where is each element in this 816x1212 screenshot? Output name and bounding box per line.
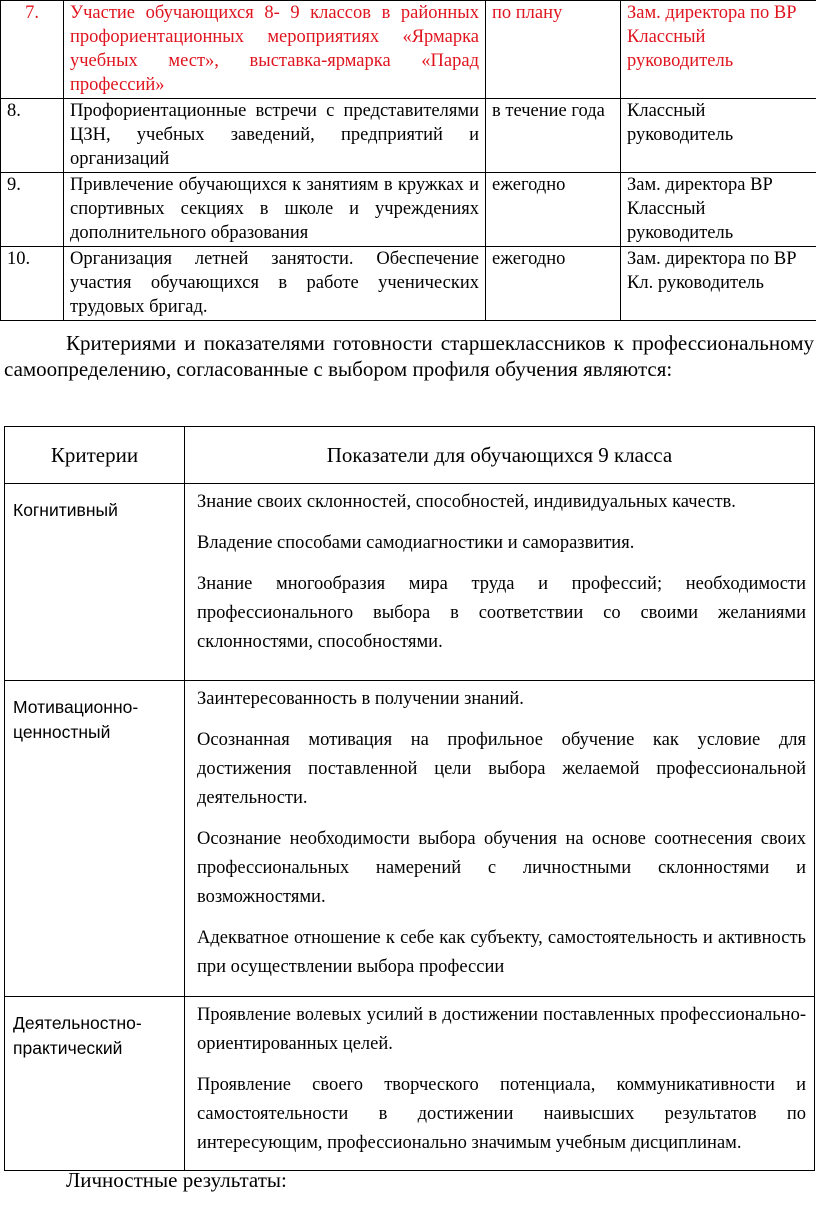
indicators-column-header: Показатели для обучающихся 9 класса — [185, 427, 815, 484]
criteria-column-header: Критерии — [5, 427, 185, 484]
plan-row-responsible: Зам. директора по ВР Кл. руководитель — [621, 247, 816, 321]
plan-row-term: ежегодно — [486, 247, 621, 321]
plan-row-responsible: Классный руководитель — [621, 99, 816, 173]
plan-row-activity: Профориентационные встречи с представителями ЦЗН, учебных заведений, предприятий и организаций — [64, 99, 486, 173]
criterion-name: Когнитивный — [5, 484, 185, 681]
plan-row-9 — [1, 173, 816, 247]
criterion-indicators — [185, 484, 815, 681]
criteria-row-practical — [5, 997, 815, 1171]
plan-row-number: 10. — [1, 247, 64, 321]
activity-plan-table — [0, 0, 816, 321]
plan-row-activity: Участие обучающихся 8- 9 классов в районных профориентационных мероприятиях «Ярмарка учебных мест», выставка-ярмарка «Парад профессий» — [64, 1, 486, 99]
plan-row-number: 8. — [1, 99, 64, 173]
indicator-item: Знание своих склонностей, способностей, индивидуальных качеств. — [197, 492, 736, 512]
criteria-header-row — [5, 427, 815, 484]
criteria-intro-paragraph: Критериями и показателями готовности старшеклассников к профессиональному самоопределению, согласованные с выбором профиля обучения являются: — [4, 331, 814, 381]
indicator-item: Заинтересованность в получении знаний. — [197, 689, 524, 709]
plan-row-7 — [1, 1, 816, 99]
criteria-row-motivational — [5, 681, 815, 997]
plan-row-number: 9. — [1, 173, 64, 247]
criteria-table — [4, 426, 815, 1171]
plan-row-responsible: Зам. директора по ВР Классный руководитель — [621, 1, 816, 99]
criterion-indicators — [185, 997, 815, 1171]
plan-row-term: по плану — [486, 1, 621, 99]
plan-row-activity: Привлечение обучающихся к занятиям в кружках и спортивных секциях в школе и учреждениях дополнительного образования — [64, 173, 486, 247]
plan-row-activity: Организация летней занятости. Обеспечение участия обучающихся в работе ученических трудовых бригад. — [64, 247, 486, 321]
indicator-item: Проявление своего творческого потенциала, коммуникативности и самостоятельности в достижении наивысших результатов по интересующим, профессионально значимым учебным дисциплинам. — [197, 1075, 806, 1153]
plan-row-term: ежегодно — [486, 173, 621, 247]
plan-row-10 — [1, 247, 816, 321]
personal-results-heading: Личностные результаты: — [66, 1168, 287, 1192]
criterion-name: Мотивационно-ценностный — [5, 681, 185, 997]
plan-row-number: 7. — [1, 1, 64, 99]
criterion-name: Деятельностно-практический — [5, 997, 185, 1171]
indicator-item: Знание многообразия мира труда и профессий; необходимости профессионального выбора в соответствии со своими желаниями склонностями, способностями. — [197, 574, 806, 652]
indicator-item: Проявление волевых усилий в достижении поставленных профессионально-ориентированных целей. — [197, 1005, 806, 1054]
criterion-indicators — [185, 681, 815, 997]
criteria-row-cognitive — [5, 484, 815, 681]
plan-row-responsible: Зам. директора ВР Классный руководитель — [621, 173, 816, 247]
indicator-item: Владение способами самодиагностики и саморазвития. — [197, 533, 635, 553]
indicator-item: Осознанная мотивация на профильное обучение как условие для достижения поставленной цели выбора желаемой профессиональной деятельности. — [197, 730, 806, 808]
indicator-item: Осознание необходимости выбора обучения на основе соотнесения своих профессиональных намерений с личностными склонностями и возможностями. — [197, 829, 806, 907]
indicator-item: Адекватное отношение к себе как субъекту, самостоятельность и активность при осуществлении выбора профессии — [197, 928, 806, 977]
plan-row-term: в течение года — [486, 99, 621, 173]
plan-row-8 — [1, 99, 816, 173]
